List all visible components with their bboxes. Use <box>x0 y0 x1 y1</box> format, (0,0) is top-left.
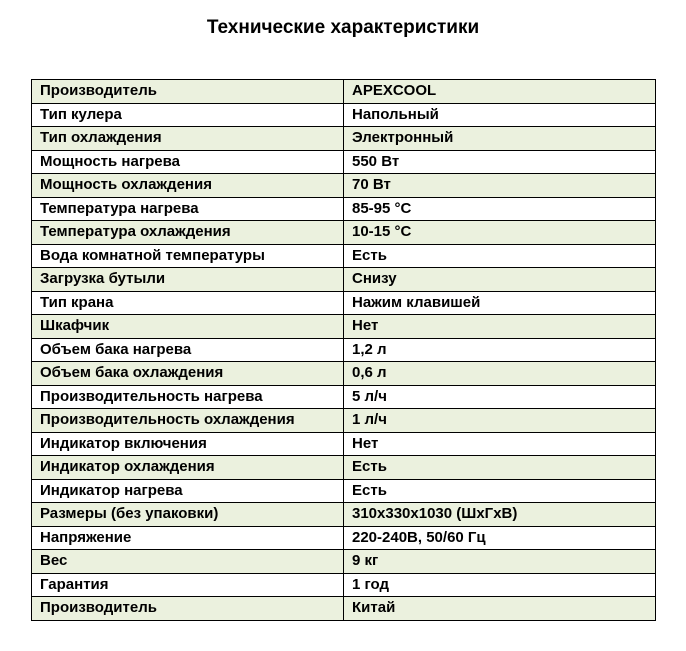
spec-label: Тип кулера <box>32 103 344 127</box>
spec-value: Нет <box>344 432 656 456</box>
table-row <box>32 573 656 597</box>
spec-label: Гарантия <box>32 573 344 597</box>
table-row <box>32 362 656 386</box>
spec-label: Производитель <box>32 80 344 104</box>
spec-label: Индикатор охлаждения <box>32 456 344 480</box>
spec-label: Шкафчик <box>32 315 344 339</box>
spec-value: 0,6 л <box>344 362 656 386</box>
spec-value: 10-15 °C <box>344 221 656 245</box>
table-row <box>32 127 656 151</box>
spec-label: Объем бака охлаждения <box>32 362 344 386</box>
spec-value: Нажим клавишей <box>344 291 656 315</box>
spec-label: Температура охлаждения <box>32 221 344 245</box>
spec-value: 550 Вт <box>344 150 656 174</box>
table-row <box>32 479 656 503</box>
spec-value: Есть <box>344 244 656 268</box>
spec-value: 1 л/ч <box>344 409 656 433</box>
spec-value: Есть <box>344 479 656 503</box>
spec-label: Вес <box>32 550 344 574</box>
spec-label: Мощность охлаждения <box>32 174 344 198</box>
spec-label: Производитель <box>32 597 344 621</box>
table-row <box>32 526 656 550</box>
table-row <box>32 385 656 409</box>
table-row <box>32 409 656 433</box>
table-row <box>32 244 656 268</box>
table-row <box>32 268 656 292</box>
spec-label: Мощность нагрева <box>32 150 344 174</box>
table-row <box>32 503 656 527</box>
spec-label: Загрузка бутыли <box>32 268 344 292</box>
spec-label: Размеры (без упаковки) <box>32 503 344 527</box>
spec-label: Производительность нагрева <box>32 385 344 409</box>
table-row <box>32 456 656 480</box>
spec-value: Электронный <box>344 127 656 151</box>
spec-value: Нет <box>344 315 656 339</box>
spec-value: Китай <box>344 597 656 621</box>
table-row <box>32 315 656 339</box>
specs-table-body <box>32 80 656 621</box>
table-row <box>32 550 656 574</box>
spec-value: 310x330x1030 (ШхГхВ) <box>344 503 656 527</box>
spec-value: 70 Вт <box>344 174 656 198</box>
spec-label: Температура нагрева <box>32 197 344 221</box>
table-row <box>32 197 656 221</box>
table-row <box>32 338 656 362</box>
table-row <box>32 150 656 174</box>
spec-value: 85-95 °C <box>344 197 656 221</box>
specs-table <box>31 79 656 621</box>
spec-label: Тип охлаждения <box>32 127 344 151</box>
spec-label: Индикатор нагрева <box>32 479 344 503</box>
spec-value: 1,2 л <box>344 338 656 362</box>
spec-value: Напольный <box>344 103 656 127</box>
spec-value: 9 кг <box>344 550 656 574</box>
spec-label: Тип крана <box>32 291 344 315</box>
table-row <box>32 103 656 127</box>
spec-value: Снизу <box>344 268 656 292</box>
spec-value: 5 л/ч <box>344 385 656 409</box>
spec-label: Объем бака нагрева <box>32 338 344 362</box>
spec-label: Индикатор включения <box>32 432 344 456</box>
spec-value: 1 год <box>344 573 656 597</box>
table-row <box>32 291 656 315</box>
page-title: Технические характеристики <box>206 17 480 38</box>
spec-label: Напряжение <box>32 526 344 550</box>
table-row <box>32 597 656 621</box>
spec-value: 220-240В, 50/60 Гц <box>344 526 656 550</box>
spec-value: APEXCOOL <box>344 80 656 104</box>
table-row <box>32 432 656 456</box>
table-row <box>32 80 656 104</box>
spec-value: Есть <box>344 456 656 480</box>
table-row <box>32 221 656 245</box>
spec-label: Вода комнатной температуры <box>32 244 344 268</box>
spec-label: Производительность охлаждения <box>32 409 344 433</box>
table-row <box>32 174 656 198</box>
